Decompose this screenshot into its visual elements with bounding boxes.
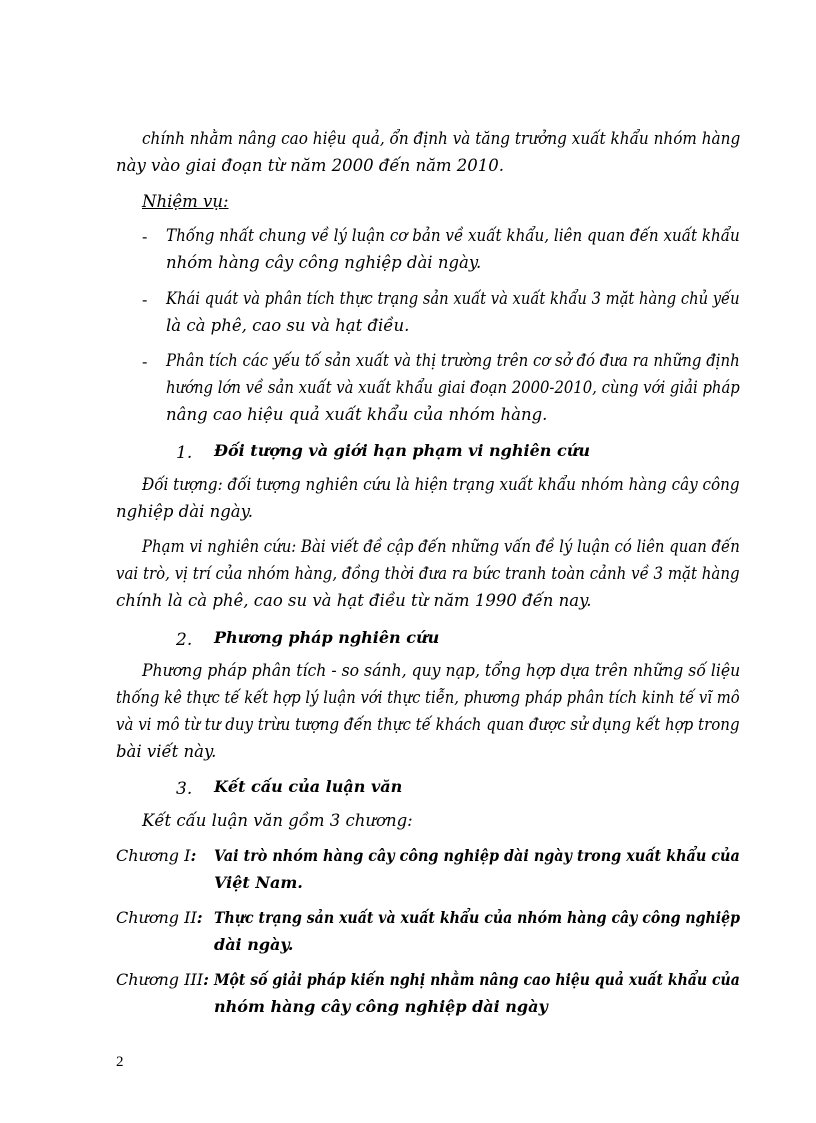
- task-2-line-2: là cà phê, cao su và hạt điều.: [166, 316, 410, 335]
- scope-line-1: Phạm vi nghiên cứu: Bài viết đề cập đến những vấn đề lý luận có liên quan đến: [142, 537, 740, 556]
- chapter-1-title-line-1: Vai trò nhóm hàng cây công nghiệp dài ngày trong xuất khẩu của: [214, 846, 740, 865]
- task-1-line-2: nhóm hàng cây công nghiệp dài ngày.: [166, 253, 482, 272]
- chapter-1-label: Chương I:: [116, 846, 197, 865]
- method-line-3: và vi mô từ tư duy trừu tượng đến thực tế khách quan được sử dụng kết hợp trong: [116, 715, 740, 734]
- scope-line-3: chính là cà phê, cao su và hạt điều từ năm 1990 đến nay.: [116, 591, 592, 610]
- section-2-title: Phương pháp nghiên cứu: [214, 628, 440, 647]
- method-line-2: thống kê thực tế kết hợp lý luận với thực tiễn, phương pháp phân tích kinh tế vĩ mô: [116, 688, 740, 707]
- chapter-2-label: Chương II:: [116, 908, 203, 927]
- bullet-dash: -: [142, 290, 148, 309]
- task-3-line-3: nâng cao hiệu quả xuất khẩu của nhóm hàng.: [166, 405, 548, 424]
- task-2-line-1: Khái quát và phân tích thực trạng sản xuất và xuất khẩu 3 mặt hàng chủ yếu: [166, 289, 740, 308]
- chapter-3-title-line-1: Một số giải pháp kiến nghị nhằm nâng cao hiệu quả xuất khẩu của: [214, 970, 740, 989]
- chapter-1-title-line-2: Việt Nam.: [214, 873, 303, 892]
- scope-line-2: vai trò, vị trí của nhóm hàng, đồng thời đưa ra bức tranh toàn cảnh về 3 mặt hàng: [116, 564, 740, 583]
- intro-line-2: này vào giai đoạn từ năm 2000 đến năm 2010.: [116, 156, 505, 175]
- structure-intro: Kết cấu luận văn gồm 3 chương:: [142, 811, 413, 830]
- chapter-3-label: Chương III:: [116, 970, 209, 989]
- chapter-2-title-line-2: dài ngày.: [214, 935, 294, 954]
- task-3-line-1: Phân tích các yếu tố sản xuất và thị trường trên cơ sở đó đưa ra những định: [166, 351, 740, 370]
- section-1-title: Đối tượng và giới hạn phạm vi nghiên cứu: [214, 441, 590, 460]
- chapter-2-title-line-1: Thực trạng sản xuất và xuất khẩu của nhóm hàng cây công nghiệp: [214, 908, 741, 927]
- page-number: 2: [116, 1054, 124, 1070]
- method-line-1: Phương pháp phân tích - so sánh, quy nạp, tổng hợp dựa trên những số liệu: [142, 661, 741, 680]
- section-3-title: Kết cấu của luận văn: [214, 777, 403, 796]
- task-3-line-2: hướng lớn về sản xuất và xuất khẩu giai đoạn 2000-2010, cùng với giải pháp: [166, 378, 740, 397]
- section-1-number: 1.: [176, 443, 193, 463]
- section-3-number: 3.: [176, 779, 193, 799]
- section-2-number: 2.: [176, 630, 193, 650]
- bullet-dash: -: [142, 227, 148, 246]
- task-1-line-1: Thống nhất chung về lý luận cơ bản về xuất khẩu, liên quan đến xuất khẩu: [166, 226, 740, 245]
- object-line-1: Đối tượng: đối tượng nghiên cứu là hiện trạng xuất khẩu nhóm hàng cây công: [142, 475, 740, 494]
- tasks-heading: Nhiệm vụ:: [142, 192, 229, 211]
- intro-line-1: chính nhằm nâng cao hiệu quả, ổn định và tăng trưởng xuất khẩu nhóm hàng: [142, 129, 741, 148]
- method-line-4: bài viết này.: [116, 742, 217, 761]
- object-line-2: nghiệp dài ngày.: [116, 502, 253, 521]
- chapter-3-title-line-2: nhóm hàng cây công nghiệp dài ngày: [214, 997, 548, 1016]
- bullet-dash: -: [142, 352, 148, 371]
